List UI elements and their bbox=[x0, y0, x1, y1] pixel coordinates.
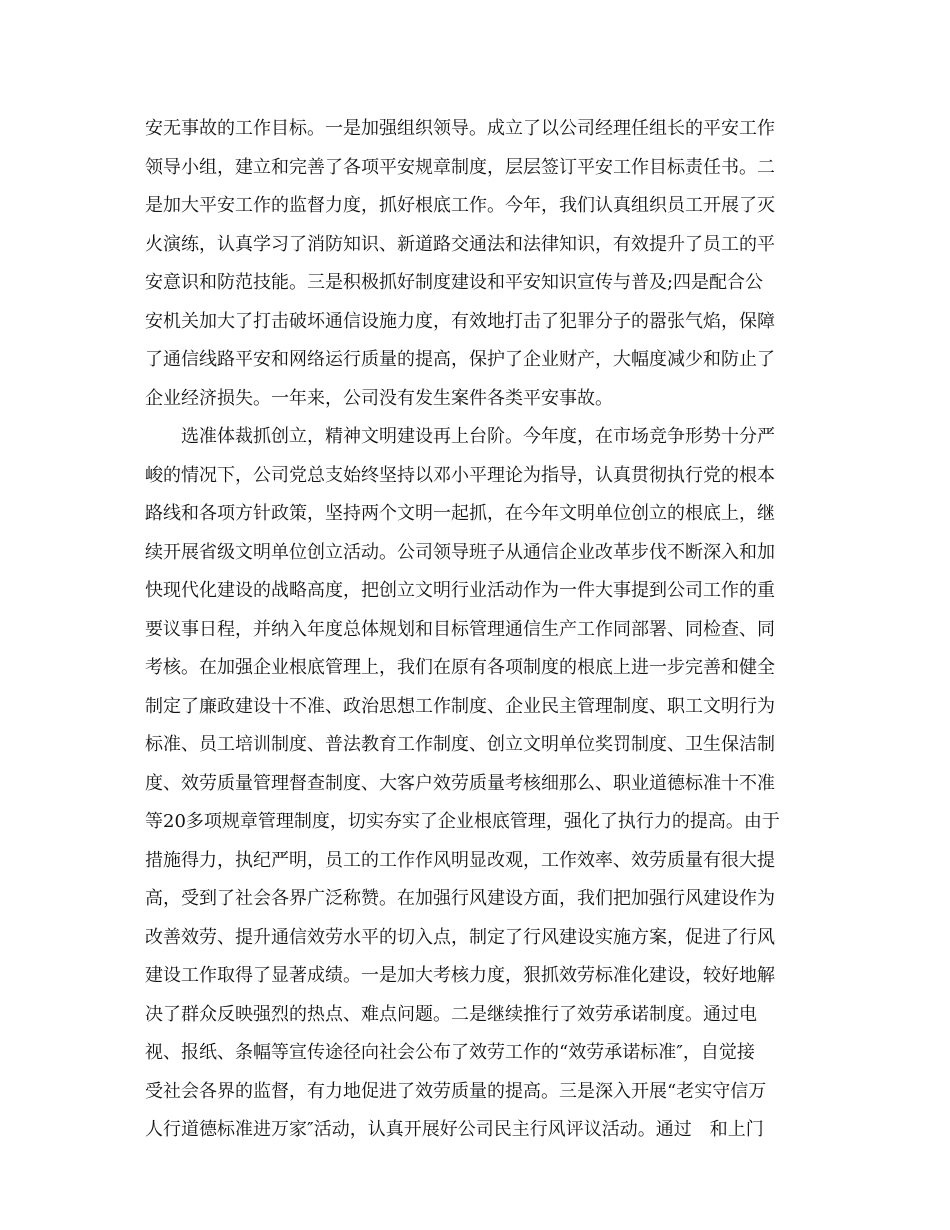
text-line: 安无事故的工作目标。一是加强组织领导。成立了以公司经理任组长的平安工作 bbox=[145, 118, 775, 139]
text-line: 续开展省级文明单位创立活动。公司领导班子从通信企业改革步伐不断深入和加 bbox=[145, 541, 775, 563]
text-line: 考核。在加强企业根底管理上，我们在原有各项制度的根底上进一步完善和健全 bbox=[145, 657, 775, 678]
paragraph-2 bbox=[145, 418, 805, 1150]
text-line: 度、效劳质量管理督查制度、大客户效劳质量考核细那么、职业道德标准十不准 bbox=[145, 772, 775, 794]
body-text bbox=[145, 110, 805, 1150]
text-line: 了通信线路平安和网络运行质量的提高，保护了企业财产，大幅度减少和防止了 bbox=[145, 349, 775, 370]
text-line: 火演练，认真学习了消防知识、新道路交通法和法律知识，有效提升了员工的平 bbox=[145, 233, 775, 255]
text-line: 要议事日程，并纳入年度总体规划和目标管理通信生产工作同部署、同检查、同 bbox=[145, 618, 775, 640]
text-line: 决了群众反映强烈的热点、难点问题。二是继续推行了效劳承诺制度。通过电 bbox=[145, 1003, 757, 1025]
text-line: 选准体裁抓创立，精神文明建设再上台阶。今年度，在市场竞争形势十分严 bbox=[181, 426, 775, 447]
text-line: 安意识和防范技能。三是积极抓好制度建设和平安知识宣传与普及;四是配合公 bbox=[145, 272, 764, 293]
text-line: 是加大平安工作的监督力度，抓好根底工作。今年，我们认真组织员工开展了灭 bbox=[145, 195, 775, 216]
paragraph-1 bbox=[145, 110, 805, 418]
text-line: 视、报纸、条幅等宣传途径向社会公布了效劳工作的“效劳承诺标准″，自觉接 bbox=[145, 1042, 755, 1063]
text-line: 受社会各界的监督，有力地促进了效劳质量的提高。三是深入开展“老实守信万 bbox=[145, 1080, 767, 1102]
text-line: 峻的情况下，公司党总支始终坚持以邓小平理论为指导，认真贯彻执行党的根本 bbox=[145, 464, 775, 486]
text-line: 措施得力，执纪严明，员工的工作作风明显改观，工作效率、效劳质量有很大提 bbox=[145, 849, 775, 871]
text-line: 改善效劳、提升通信效劳水平的切入点，制定了行风建设实施方案，促进了行风 bbox=[145, 926, 775, 948]
text-line: 企业经济损失。一年来，公司没有发生案件各类平安事故。 bbox=[145, 387, 613, 409]
text-line: 等20多项规章管理制度，切实夯实了企业根底管理，强化了执行力的提高。由于 bbox=[145, 811, 780, 832]
text-line: 快现代化建设的战略高度，把创立文明行业活动作为一件大事提到公司工作的重 bbox=[145, 580, 775, 601]
text-line: 领导小组，建立和完善了各项平安规章制度，层层签订平安工作目标责任书。二 bbox=[145, 156, 775, 178]
text-line: 人行道德标准进万家″活动，认真开展好公司民主行风评议活动。通过 和上门 bbox=[145, 1119, 764, 1140]
text-line: 建设工作取得了显著成绩。一是加大考核力度，狠抓效劳标准化建设，较好地解 bbox=[145, 965, 775, 986]
text-line: 标准、员工培训制度、普法教育工作制度、创立文明单位奖罚制度、卫生保洁制 bbox=[145, 734, 775, 755]
text-line: 安机关加大了打击破坏通信设施力度，有效地打击了犯罪分子的嚣张气焰，保障 bbox=[145, 310, 775, 332]
text-line: 高，受到了社会各界广泛称赞。在加强行风建设方面，我们把加强行风建设作为 bbox=[145, 888, 775, 909]
text-line: 路线和各项方针政策，坚持两个文明一起抓，在今年文明单位创立的根底上，继 bbox=[145, 503, 775, 524]
text-line: 制定了廉政建设十不准、政治思想工作制度、企业民主管理制度、职工文明行为 bbox=[145, 695, 775, 717]
